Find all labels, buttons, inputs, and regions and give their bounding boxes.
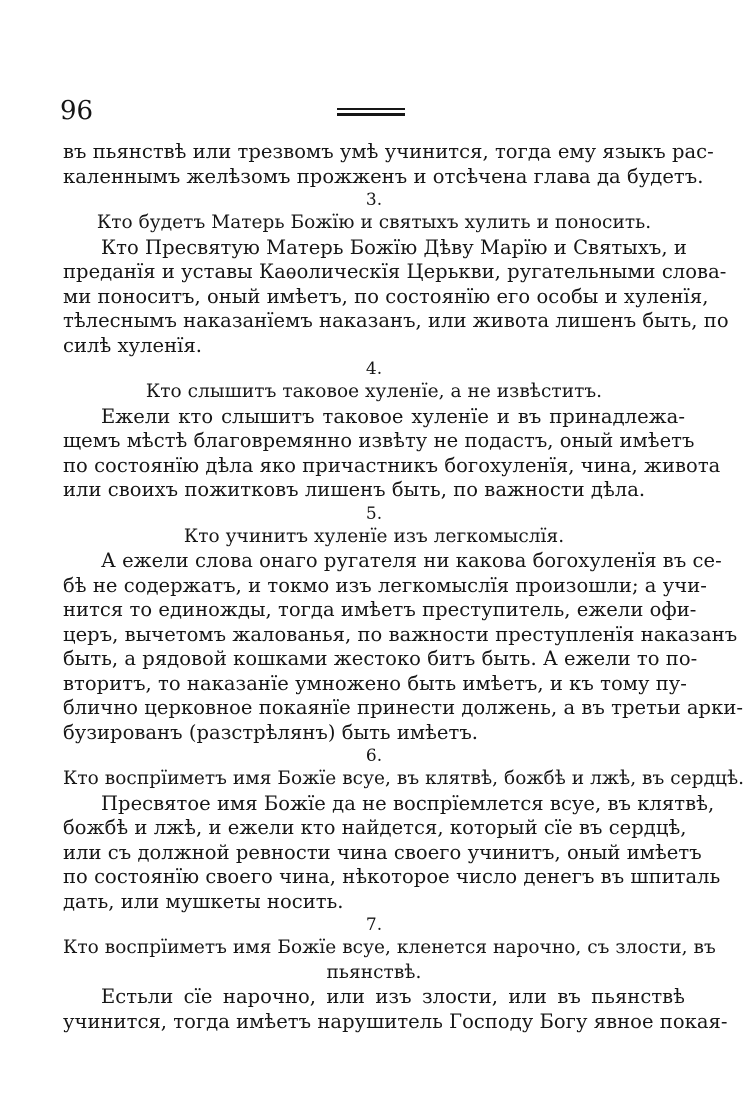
text-line: быть, а рядовой кошками жестоко битъ быть. А ежели то по- xyxy=(63,647,698,670)
text-line: ми поноситъ, оный имѣетъ, по состоянїю его особы и хуленїя, xyxy=(63,284,709,308)
article-number: 3. xyxy=(365,190,383,210)
text-line: бузированъ (разстрѣлянъ) быть имѣетъ. xyxy=(63,720,479,744)
text-line: учинится, тогда имѣетъ нарушитель Господу Богу явное покая- xyxy=(63,1009,728,1033)
text-line: Естьли сїе нарочно, или изъ злости, или въ пьянствѣ xyxy=(101,985,685,1008)
text-line: церъ, вычетомъ жалованья, по важности преступленїя наказанъ xyxy=(63,622,738,646)
text-line: божбѣ и лжѣ, и ежели кто найдется, который сїе въ сердцѣ, xyxy=(63,816,687,839)
text-line: вторитъ, то наказанїе умножено быть имѣетъ, и къ тому пу- xyxy=(63,671,687,695)
text-line: бѣ не содержатъ, и токмо изъ легкомыслїя произошли; а учи- xyxy=(63,573,707,597)
page-number: 96 xyxy=(60,96,94,126)
article-heading: Кто будетъ Матерь Божїю и святыхъ хулить и поносить. xyxy=(96,212,652,233)
text-line: щемъ мѣстѣ благовремянно извѣту не подастъ, оный имѣетъ xyxy=(63,429,695,452)
text-line: по состоянїю своего чина, нѣкоторое число денегъ въ шпиталь xyxy=(63,865,721,888)
text-line: каленнымъ желѣзомъ прожженъ и отсѣчена глава да будетъ. xyxy=(63,164,704,188)
text-line: преданїя и уставы Каѳолическїя Церькви, ругательными слова- xyxy=(63,260,727,283)
text-line: А ежели слова онаго ругателя ни какова богохуленїя въ се- xyxy=(101,549,722,572)
text-line: нится то единожды, тогда имѣетъ преступитель, ежели офи- xyxy=(63,598,697,621)
article-number: 7. xyxy=(365,915,383,935)
double-rule-ornament-icon xyxy=(337,108,405,120)
text-line: Кто Пресвятую Матерь Божїю Дѣву Марїю и Святыхъ, и xyxy=(101,235,687,259)
article-number: 5. xyxy=(365,503,383,524)
body-text xyxy=(63,140,745,1034)
text-line: въ пьянствѣ или трезвомъ умѣ учинится, тогда ему языкъ рас- xyxy=(63,140,714,163)
article-number: 4. xyxy=(365,359,383,379)
text-line: тѣлеснымъ наказанїемъ наказанъ, или живота лишенъ быть, по xyxy=(63,309,729,332)
article-heading: Кто слышитъ таковое хуленїе, а не извѣститъ. xyxy=(145,381,603,402)
article-heading: Кто учинитъ хуленїе изъ легкомыслїя. xyxy=(183,525,565,547)
text-line: Ежели кто слышитъ таковое хуленїе и въ принадлежа- xyxy=(101,404,685,428)
text-line: Пресвятое имя Божїе да не воспрїемлется всуе, въ клятвѣ, xyxy=(101,791,715,815)
text-line: силѣ хуленїя. xyxy=(63,333,203,357)
article-heading: Кто воспрїиметъ имя Божїе всуе, кленется нарочно, съ злости, въ xyxy=(63,937,716,958)
text-line: дать, или мушкеты носить. xyxy=(63,889,344,913)
article-heading: Кто воспрїиметъ имя Божїе всуе, въ клятвѣ, божбѣ и лжѣ, въ сердцѣ. xyxy=(63,768,745,789)
article-number: 6. xyxy=(365,746,383,766)
article-heading-continued: пьянствѣ. xyxy=(326,961,422,983)
text-line: или съ должной ревности чина своего учинитъ, оный имѣетъ xyxy=(63,840,702,864)
text-line: по состоянїю дѣла яко причастникъ богохуленїя, чина, живота xyxy=(63,453,721,477)
text-line: блично церковное покаянїе принести должень, а въ третьи арки- xyxy=(63,696,744,719)
text-line: или своихъ пожитковъ лишенъ быть, по важности дѣла. xyxy=(63,478,646,501)
